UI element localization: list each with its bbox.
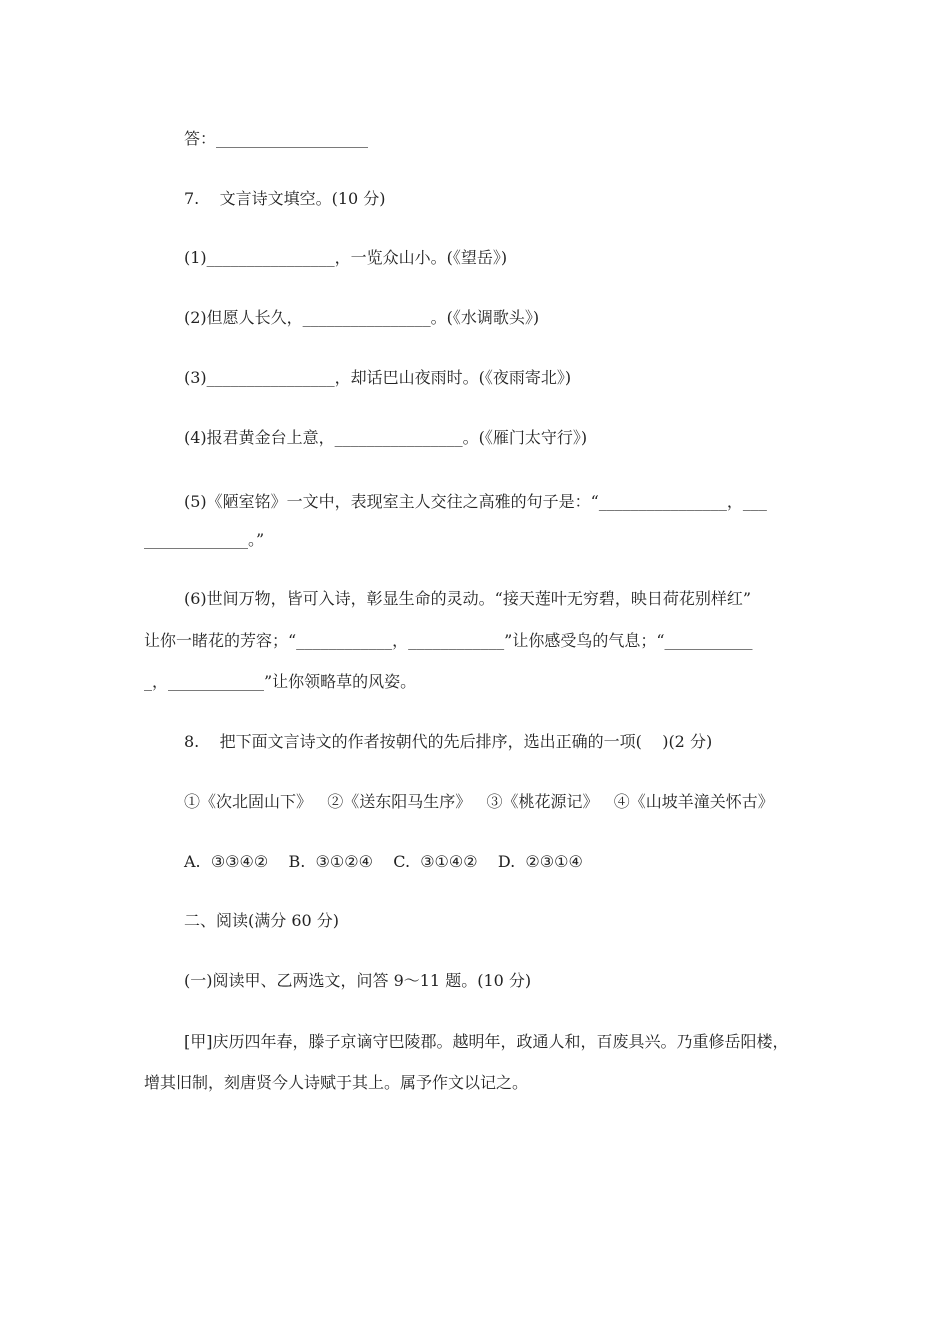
q7-item-5-line2: _____________。” xyxy=(144,530,265,549)
section-2-title: 二、阅读(满分 60 分) xyxy=(184,911,340,930)
passage-jia-line2: 增其旧制，刻唐贤今人诗赋于其上。属予作文以记之。 xyxy=(144,1073,529,1092)
answer-line: 答：___________________ xyxy=(184,129,369,148)
q7-item-2: (2)但愿人长久，________________。(《水调歌头》) xyxy=(184,308,540,327)
q7-item-5-line1: (5)《陋室铭》一文中，表现室主人交往之高雅的句子是：“________________，___ xyxy=(184,492,767,511)
q7-item-3: (3)________________，却话巴山夜雨时。(《夜雨寄北》) xyxy=(184,368,572,387)
q7-item-6-line1: (6)世间万物，皆可入诗，彰显生命的灵动。“接天莲叶无穷碧，映日荷花别样红” xyxy=(184,589,752,608)
q8-options: A. ③③④② B. ③①②④ C. ③①④② D. ②③①④ xyxy=(184,852,583,871)
q7-item-6-line2: 让你一睹花的芳容；“____________，____________”让你感受鸟的气息；“___________ xyxy=(144,631,753,650)
q7-item-6-line3: _，____________”让你领略草的风姿。 xyxy=(144,672,417,691)
q7-item-4: (4)报君黄金台上意，________________。(《雁门太守行》) xyxy=(184,428,588,447)
q7-item-1: (1)________________，一览众山小。(《望岳》) xyxy=(184,248,508,267)
passage-jia-line1: [甲]庆历四年春，滕子京谪守巴陵郡。越明年，政通人和，百废具兴。乃重修岳阳楼， xyxy=(184,1032,789,1051)
question-7-title: 7. 文言诗文填空。(10 分) xyxy=(184,189,386,208)
q8-works: ①《次北固山下》 ②《送东阳马生序》 ③《桃花源记》 ④《山坡羊潼关怀古》 xyxy=(184,792,774,811)
question-8-title: 8. 把下面文言诗文的作者按朝代的先后排序，选出正确的一项( )(2 分) xyxy=(184,732,713,751)
section-2-subtitle: (一)阅读甲、乙两选文，问答 9～11 题。(10 分) xyxy=(184,971,532,990)
